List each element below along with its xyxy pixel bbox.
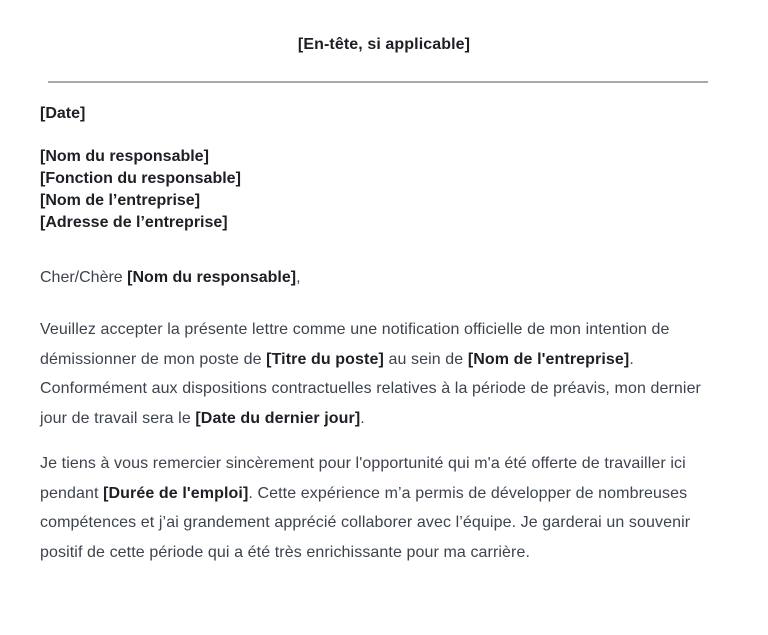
text-segment: Je tiens à vous remercier sincèrement pour l'opportunité qui m'a été offerte de travailler ici pendant <box>40 455 686 502</box>
date-placeholder: [Date] <box>40 105 86 122</box>
body-paragraph-thanks <box>40 449 708 567</box>
text-segment: au sein de <box>383 350 468 368</box>
recipient-company-line: [Nom de l’entreprise] <box>40 192 201 209</box>
salutation-line <box>40 267 728 289</box>
recipient-name-line: [Nom du responsable] <box>40 148 209 165</box>
text-segment: Cher/Chère <box>40 269 128 286</box>
header-divider <box>48 81 708 83</box>
letter-header-placeholder: [En-tête, si applicable] <box>297 36 471 53</box>
text-segment: . Conformément aux dispositions contractuelles relatives à la période de préavis, mon dernier jour de travail sera le <box>40 350 701 427</box>
text-segment: . <box>360 409 365 427</box>
placeholder-bold-segment: [Durée de l'emploi] <box>103 484 249 502</box>
placeholder-bold-segment: [Date du dernier jour] <box>195 409 361 427</box>
text-segment: . Cette expérience m’a permis de développer de nombreuses compétences et j’ai grandement apprécié collaborer avec l’équipe. Je garderai un souvenir positif de cette période qui a été très enrichissante pour ma carrière. <box>40 484 691 561</box>
placeholder-bold-segment: [Titre du poste] <box>266 350 384 368</box>
recipient-address-line: [Adresse de l’entreprise] <box>40 214 228 231</box>
letter-page <box>0 36 768 567</box>
text-segment: Veuillez accepter la présente lettre comme une notification officielle de mon intention de démissionner de mon poste de <box>40 321 670 368</box>
body-paragraph-resignation <box>40 315 708 433</box>
text-segment: , <box>296 269 301 286</box>
recipient-block <box>40 146 728 234</box>
recipient-role-line: [Fonction du responsable] <box>40 170 241 187</box>
placeholder-bold-segment: [Nom de l'entreprise] <box>467 350 630 368</box>
placeholder-bold-segment: [Nom du responsable] <box>127 269 297 286</box>
